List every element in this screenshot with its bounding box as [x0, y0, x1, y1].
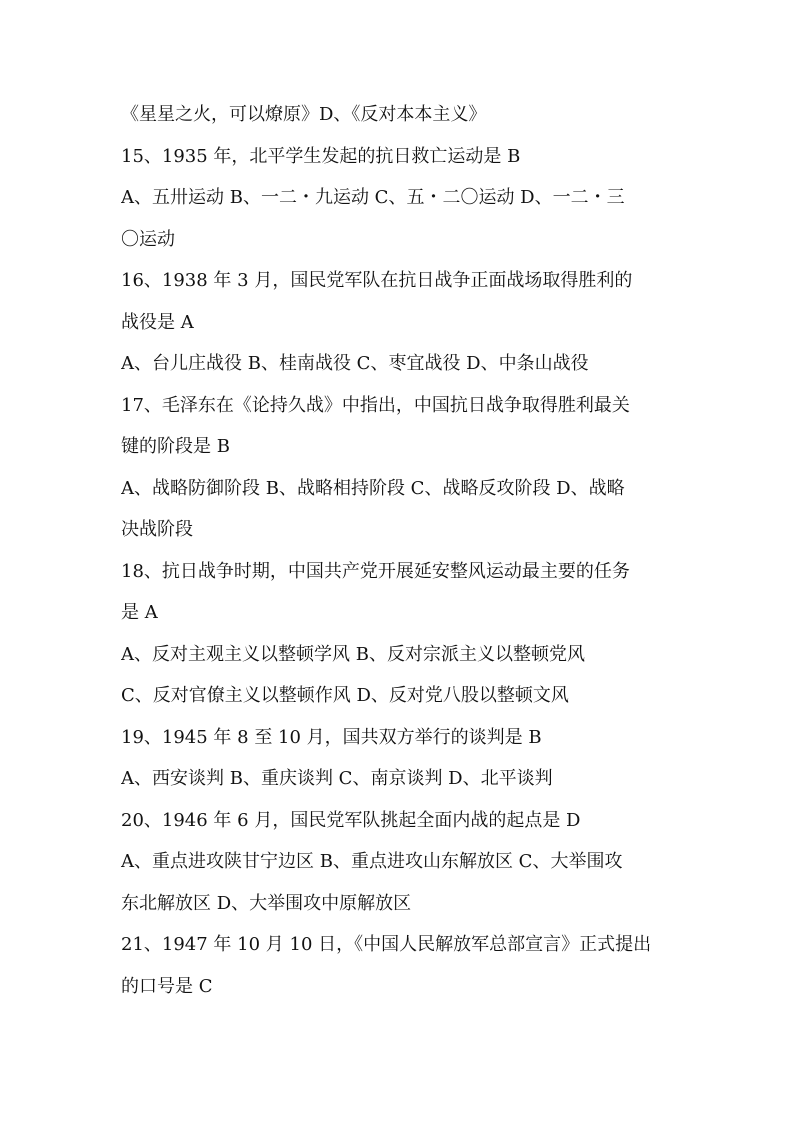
options-16: A、台儿庄战役 B、桂南战役 C、枣宜战役 D、中条山战役 [121, 353, 589, 374]
options-17: A、战略防御阶段 B、战略相持阶段 C、战略反攻阶段 D、战略 [121, 477, 625, 499]
options-20: A、重点进攻陕甘宁边区 B、重点进攻山东解放区 C、大举围攻 [121, 851, 623, 872]
question-21: 21、1947 年 10 月 10 日，《中国人民解放军总部宣言》正式提出 [121, 934, 652, 955]
text-line: 《星星之火，可以燎原》D、《反对本本主义》 [121, 104, 487, 125]
question-20: 20、1946 年 6 月，国民党军队挑起全面内战的起点是 D [121, 809, 581, 831]
question-18: 18、抗日战争时期，中国共产党开展延安整风运动最主要的任务 [121, 560, 630, 582]
document-body [121, 94, 681, 1007]
options-19: A、西安谈判 B、重庆谈判 C、南京谈判 D、北平谈判 [121, 768, 553, 789]
options-15-cont: 〇运动 [121, 228, 175, 250]
options-18-cd: C、反对官僚主义以整顿作风 D、反对党八股以整顿文风 [121, 685, 569, 706]
question-16: 16、1938 年 3 月，国民党军队在抗日战争正面战场取得胜利的 [121, 270, 633, 291]
question-21-cont: 的口号是 C [121, 975, 213, 997]
question-17: 17、毛泽东在《论持久战》中指出，中国抗日战争取得胜利最关 [121, 394, 630, 416]
question-16-cont: 战役是 A [121, 311, 194, 333]
options-17-cont: 决战阶段 [121, 519, 193, 540]
options-20-cont: 东北解放区 D、大举围攻中原解放区 [121, 892, 412, 914]
question-15: 15、1935 年，北平学生发起的抗日救亡运动是 B [121, 145, 521, 167]
question-17-cont: 键的阶段是 B [121, 436, 230, 457]
question-19: 19、1945 年 8 至 10 月，国共双方举行的谈判是 B [121, 726, 542, 748]
options-15: A、五卅运动 B、一二・九运动 C、五・二〇运动 D、一二・三 [121, 187, 625, 208]
question-18-cont: 是 A [121, 602, 158, 623]
options-18-ab: A、反对主观主义以整顿学风 B、反对宗派主义以整顿党风 [121, 643, 585, 665]
